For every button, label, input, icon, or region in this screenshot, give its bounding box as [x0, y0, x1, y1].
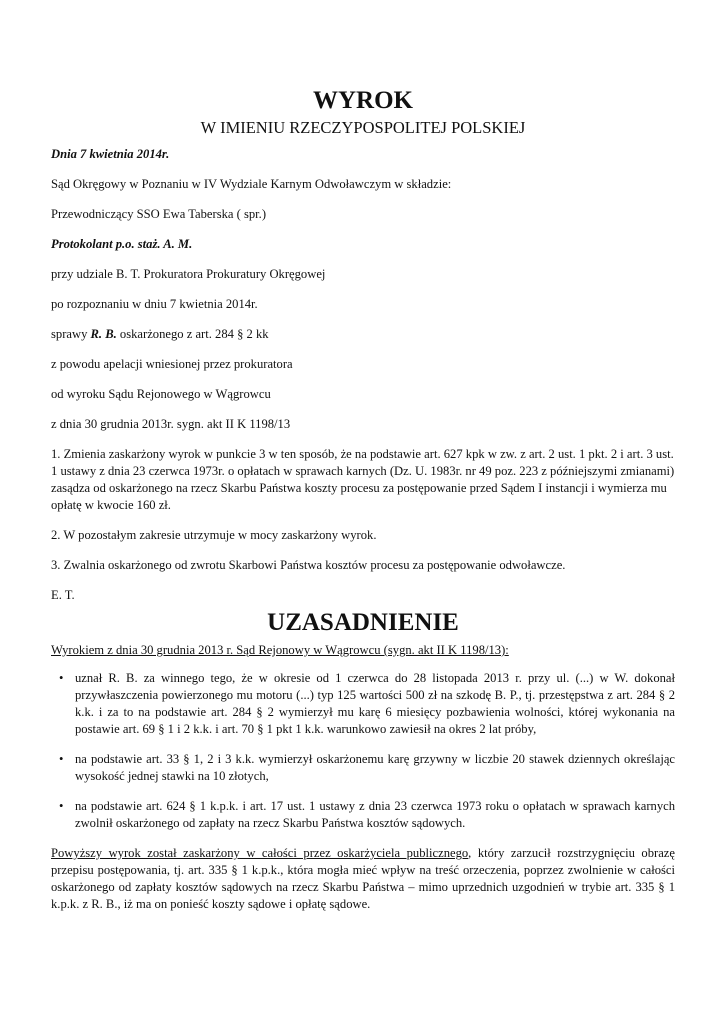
case-suffix: oskarżonego z art. 284 § 2 kk: [116, 327, 269, 341]
list-item-text: na podstawie art. 624 § 1 k.p.k. i art. 17 ust. 1 ustawy z dnia 23 czerwca 1973 roku o opłatach w sprawach karnych zwolnił oskarżonego od zapłaty na rzecz Skarbu Państwa kosztów sądowych.: [75, 799, 675, 830]
appeal-paragraph-underlined: Powyższy wyrok został zaskarżony w całości przez oskarżyciela publicznego: [51, 846, 469, 860]
list-item-text: uznał R. B. za winnego tego, że w okresie od 1 czerwca do 28 listopada 2013 r. przy ul. (...) w W. dokonał przywłaszczenia powierzonego mu motoru (...) typ 125 wartości 500 zł na szkodę B. P., tj. przestępstwa z art. 284 § 2 k.k. i za to na podstawie art. 284 § 2 wymierzył mu karę 6 miesięcy pozbawienia wolności, której wykonania na postawie art. 69 § 1 i 2 k.k. i art. 70 § 1 pkt 1 k.k. warunkowo zawiesił na okres 2 lat próby,: [75, 671, 675, 736]
bullet-icon: •: [59, 799, 64, 813]
bullet-icon: •: [59, 752, 64, 766]
presiding-judge: Przewodniczący SSO Ewa Taberska ( spr.): [51, 207, 267, 221]
bullet-icon: •: [59, 671, 64, 685]
court-clerk: Protokolant p.o. staż. A. M.: [51, 237, 193, 251]
appeal-paragraph: [51, 845, 675, 913]
justification-list: [51, 670, 675, 832]
judgment-date: Dnia 7 kwietnia 2014r.: [51, 147, 170, 161]
lower-court-date: z dnia 30 grudnia 2013r. sygn. akt II K 1198/13: [51, 417, 291, 431]
judge-signature: E. T.: [51, 588, 75, 602]
list-item-text: na podstawie art. 33 § 1, 2 i 3 k.k. wymierzył oskarżonemu karę grzywny w liczbie 20 stawek dziennych określając wysokość jednej stawki na 10 złotych,: [75, 752, 675, 783]
justification-title: UZASADNIENIE: [267, 609, 459, 636]
lower-court-line: od wyroku Sądu Rejonowego w Wągrowcu: [51, 387, 271, 401]
court-composition: Sąd Okręgowy w Poznaniu w IV Wydziale Karnym Odwoławczym w składzie:: [51, 177, 452, 191]
ruling-point-1: 1. Zmienia zaskarżony wyrok w punkcie 3 w ten sposób, że na podstawie art. 627 kpk w zw. z art. 2 ust. 1 pkt. 2 i art. 3 ust. 1 ustawy z dnia 23 czerwca 1973r. o opłatach w sprawach karnych (Dz. U. 1983r. nr 49 poz. 223 z późniejszymi zmianami) zasądza od oskarżonego na rzecz Skarbu Państwa koszty procesu za postępowanie przed Sądem I instancji i wymierza mu opłatę w kwocie 160 zł.: [51, 447, 675, 512]
list-item: [51, 798, 675, 832]
case-line: [51, 326, 675, 343]
ruling-point-2: 2. W pozostałym zakresie utrzymuje w mocy zaskarżony wyrok.: [51, 528, 377, 542]
case-prefix: sprawy: [51, 327, 91, 341]
hearing-date: po rozpoznaniu w dniu 7 kwietnia 2014r.: [51, 297, 258, 311]
list-item: [51, 751, 675, 785]
defendant-name: R. B.: [90, 327, 117, 341]
document: [51, 88, 675, 913]
document-title: WYROK: [313, 87, 413, 114]
ruling-point-3: 3. Zwalnia oskarżonego od zwrotu Skarbowi Państwa kosztów procesu za postępowanie odwoławcze.: [51, 558, 566, 572]
prosecutor-line: przy udziale B. T. Prokuratora Prokuratury Okręgowej: [51, 267, 326, 281]
list-item: [51, 670, 675, 738]
justification-intro: Wyrokiem z dnia 30 grudnia 2013 r. Sąd Rejonowy w Wągrowcu (sygn. akt II K 1198/13):: [51, 643, 509, 657]
appeal-paragraph-rest: , który zarzucił rozstrzygnięciu obrazę przepisu postępowania, tj. art. 335 § 1 k.p.k., która mogła mieć wpływ na treść orzeczenia, poprzez zwolnienie w całości oskarżonego od zapłaty kosztów sądowych na rzecz Skarbu Państwa – mimo uprzednich uzgodnień w trybie art. 335 § 1 k.p.k. z R. B., iż ma on ponieść koszty sądowe i opłatę sądowe.: [51, 846, 675, 911]
document-subtitle: W IMIENIU RZECZYPOSPOLITEJ POLSKIEJ: [200, 118, 526, 137]
appeal-line: z powodu apelacji wniesionej przez prokuratora: [51, 357, 293, 371]
